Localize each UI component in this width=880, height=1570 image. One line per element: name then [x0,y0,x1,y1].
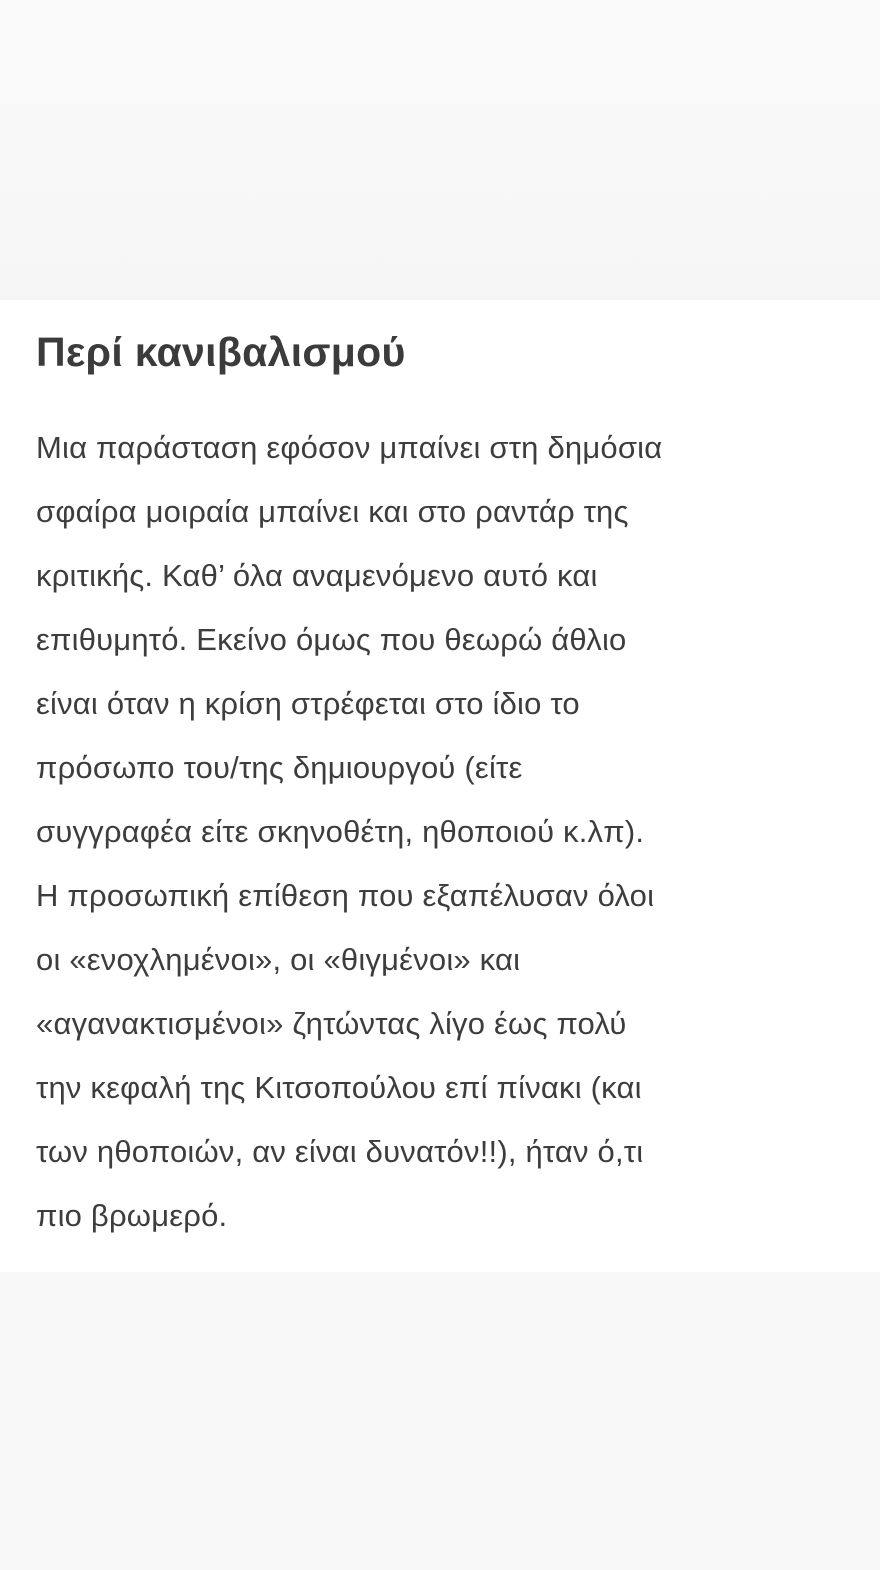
article-line: την κεφαλή της Κιτσοπούλου επί πίνακι (και [36,1070,642,1105]
article-body [36,416,846,1248]
article-line: είναι όταν η κρίση στρέφεται στο ίδιο το [36,686,580,721]
article-line: Μια παράσταση εφόσον μπαίνει στη δημόσια [36,430,663,465]
article-line: κριτικής. Καθ’ όλα αναμενόμενο αυτό και [36,558,598,593]
article-line: πρόσωπο του/της δημιουργού (είτε [36,750,523,785]
top-blank-area [0,0,880,300]
article-line: πιο βρωμερό. [36,1198,228,1233]
article-title: Περί κανιβαλισμού [36,329,406,375]
article-line: επιθυμητό. Εκείνο όμως που θεωρώ άθλιο [36,622,627,657]
article-line: σφαίρα μοιραία μπαίνει και στο ραντάρ της [36,494,629,529]
article-card [0,300,880,1272]
bottom-blank-area [0,1272,880,1570]
article-line: «αγανακτισμένοι» ζητώντας λίγο έως πολύ [36,1006,627,1041]
article-line: Η προσωπική επίθεση που εξαπέλυσαν όλοι [36,878,655,913]
article-line: των ηθοποιών, αν είναι δυνατόν!!), ήταν ό,τι [36,1134,644,1169]
article-line: οι «ενοχλημένοι», οι «θιγμένοι» και [36,942,521,977]
article-line: συγγραφέα είτε σκηνοθέτη, ηθοποιού κ.λπ). [36,814,645,849]
